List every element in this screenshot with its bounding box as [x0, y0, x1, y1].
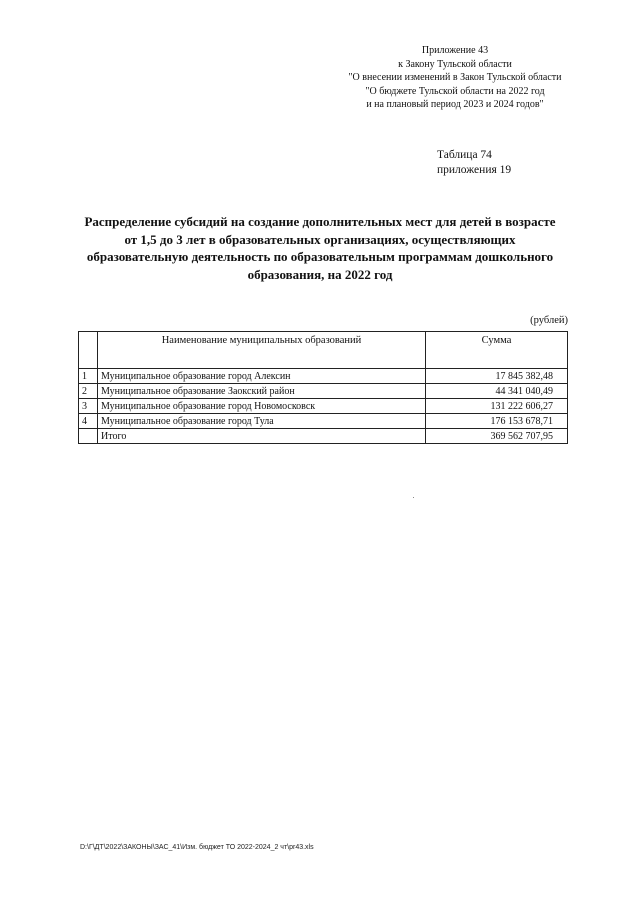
table-total-row — [79, 429, 568, 444]
row-sum: 44 341 040,49 — [426, 384, 568, 399]
header-sum-cell: Сумма — [426, 332, 568, 369]
file-path-footer: D:\Г\ДТ\2022\ЗАКОНЫ\ЗАС_41\Изм. бюджет ТО 2022-2024_2 чт\pr43.xls — [80, 844, 314, 851]
table-row — [79, 414, 568, 429]
row-number: 4 — [79, 414, 98, 429]
row-name: Муниципальное образование город Новомосковск — [98, 399, 426, 414]
appendix-header-line: "О бюджете Тульской области на 2022 год — [365, 85, 545, 97]
row-name: Муниципальное образование Заокский район — [98, 384, 426, 399]
table-row — [79, 384, 568, 399]
appendix-header — [330, 44, 580, 112]
subsidy-table — [78, 331, 568, 444]
table-reference — [437, 148, 511, 178]
document-title-line: от 1,5 до 3 лет в образовательных организациях, осуществляющих — [124, 231, 516, 247]
appendix-header-line: и на плановый период 2023 и 2024 годов" — [366, 99, 544, 111]
header-num-cell — [79, 332, 98, 369]
header-name-cell: Наименование муниципальных образований — [98, 332, 426, 369]
row-sum: 131 222 606,27 — [426, 399, 568, 414]
row-number: 1 — [79, 369, 98, 384]
row-number: 3 — [79, 399, 98, 414]
table-number: Таблица 74 — [437, 149, 492, 161]
table-row — [79, 399, 568, 414]
document-title-line: образовательную деятельность по образовательным программам дошкольного — [86, 249, 554, 264]
appendix-header-line: "О внесении изменений в Закон Тульской области — [348, 72, 562, 84]
units-label: (рублей) — [530, 315, 568, 326]
appendix-header-line: к Закону Тульской области — [398, 58, 512, 70]
table-appendix: приложения 19 — [437, 164, 512, 176]
total-sum: 369 562 707,95 — [426, 429, 568, 444]
total-number-cell — [79, 429, 98, 444]
row-name: Муниципальное образование город Тула — [98, 414, 426, 429]
scan-speck — [413, 497, 414, 498]
appendix-header-line: Приложение 43 — [421, 45, 489, 56]
table-header-row — [79, 332, 568, 369]
row-number: 2 — [79, 384, 98, 399]
document-title-line: образования, на 2022 год — [247, 266, 393, 282]
row-sum: 176 153 678,71 — [426, 414, 568, 429]
document-title — [70, 213, 570, 283]
document-title-line: Распределение субсидий на создание дополнительных мест для детей в возрасте — [84, 214, 556, 229]
total-label: Итого — [98, 429, 426, 444]
row-sum: 17 845 382,48 — [426, 369, 568, 384]
table-row — [79, 369, 568, 384]
row-name: Муниципальное образование город Алексин — [98, 369, 426, 384]
